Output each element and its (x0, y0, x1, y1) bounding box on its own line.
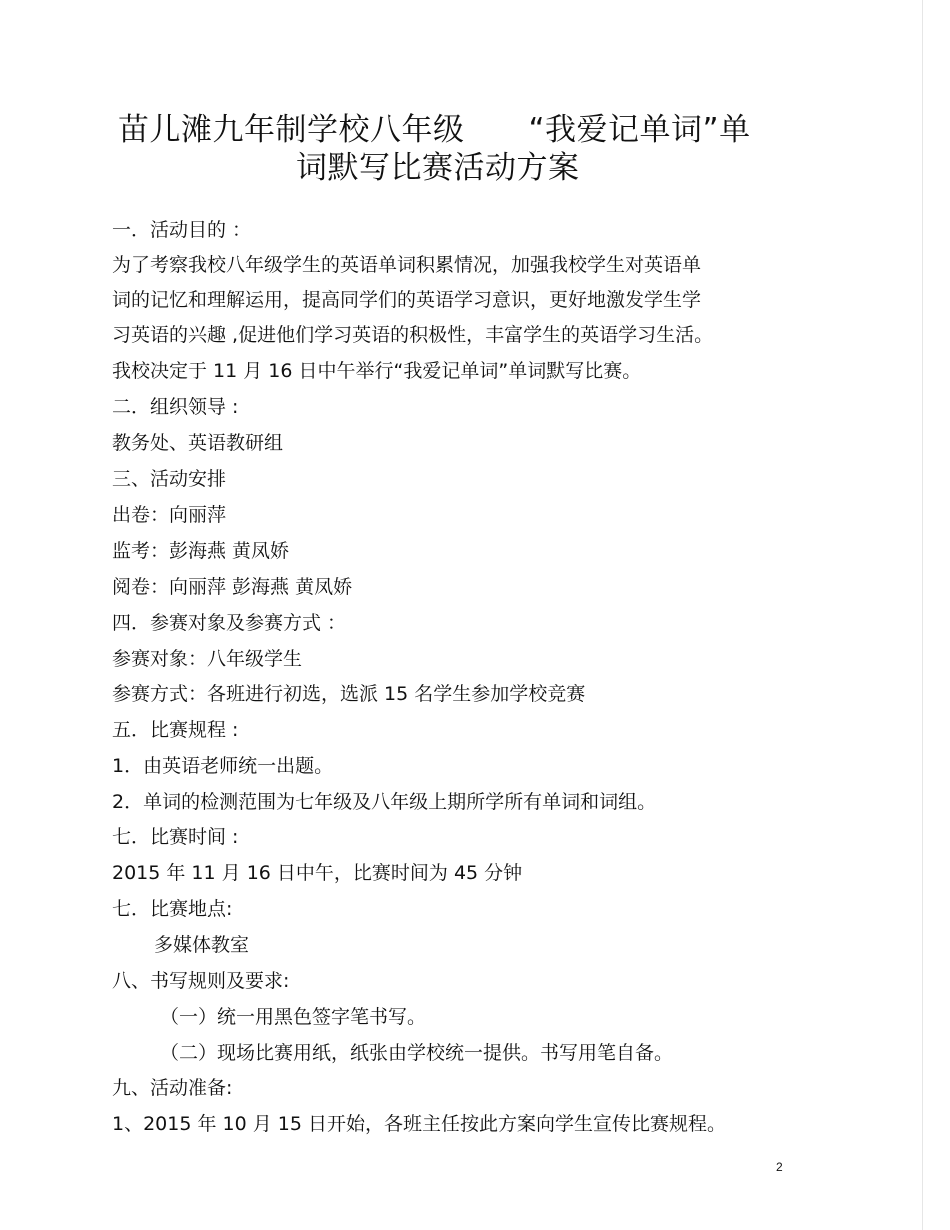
page-number: 2 (776, 1160, 783, 1174)
list-item: （二）现场比赛用纸，纸张由学校统一提供。书写用笔自备。 (160, 1042, 674, 1064)
section-heading-rules: 五．比赛规程 : (112, 719, 239, 741)
section-heading-preparation: 九、活动准备: (112, 1077, 233, 1099)
paragraph-line: 为了考察我校八年级学生的英语单词积累情况，加强我校学生对英语单 (112, 254, 702, 276)
section-heading-arrangement: 三、活动安排 (112, 468, 227, 490)
text-line: 多媒体教室 (154, 934, 250, 956)
section-heading-time: 七．比赛时间 : (112, 826, 239, 848)
list-item: 1、2015 年 10 月 15 日开始，各班主任按此方案向学生宣传比赛规程。 (112, 1113, 726, 1135)
text-line: 监考：彭海燕 黄凤娇 (112, 540, 290, 562)
list-item: 2．单词的检测范围为七年级及八年级上期所学所有单词和词组。 (112, 791, 657, 813)
text-line: 出卷：向丽萍 (112, 504, 227, 526)
paragraph-line: 习英语的兴趣 ,促进他们学习英语的积极性，丰富学生的英语学习生活。 (112, 324, 714, 346)
section-heading-leadership: 二．组织领导 : (112, 396, 239, 418)
paragraph-line: 词的记忆和理解运用，提高同学们的英语学习意识，更好地激发学生学 (112, 289, 702, 311)
section-heading-purpose: 一．活动目的 ： (112, 219, 252, 241)
title-part-b: “我爱记单词”单 (528, 112, 751, 148)
list-item: （一）统一用黑色签字笔书写。 (160, 1006, 427, 1028)
paragraph-line: 我校决定于 11 月 16 日中午举行“我爱记单词”单词默写比赛。 (112, 360, 642, 382)
list-item: 1．由英语老师统一出题。 (112, 755, 334, 777)
text-line: 2015 年 11 月 16 日中午，比赛时间为 45 分钟 (112, 862, 523, 884)
section-heading-writing-rules: 八、书写规则及要求: (112, 970, 290, 992)
text-line: 阅卷：向丽萍 彭海燕 黄凤娇 (112, 576, 353, 598)
document-title-line-2: 词默写比赛活动方案 (296, 150, 580, 186)
page-edge-divider (922, 0, 923, 1230)
document-title-line-1 (118, 112, 778, 148)
section-heading-location: 七．比赛地点: (112, 898, 233, 920)
text-line: 教务处、英语教研组 (112, 432, 284, 454)
section-heading-participants: 四．参赛对象及参赛方式 ： (112, 612, 347, 634)
text-line: 参赛方式：各班进行初选，选派 15 名学生参加学校竞赛 (112, 683, 586, 705)
title-part-a: 苗儿滩九年制学校八年级 (118, 112, 465, 148)
text-line: 参赛对象：八年级学生 (112, 648, 303, 670)
